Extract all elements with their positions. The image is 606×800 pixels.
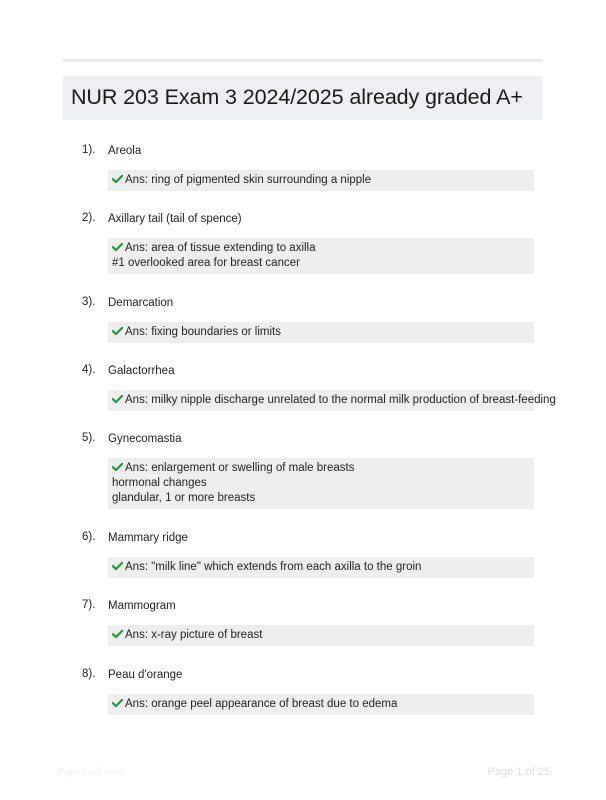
answer-text: Ans: area of tissue extending to axilla [125, 242, 316, 254]
answer-line: hormonal changes [112, 477, 207, 489]
checkmark-icon [112, 698, 123, 708]
answer-line [112, 461, 530, 476]
answer-box [108, 458, 534, 509]
item-number: 5). [82, 432, 96, 444]
item-number: 1). [82, 144, 96, 156]
answer-box [108, 557, 534, 578]
answer-text: Ans: fixing boundaries or limits [125, 326, 281, 338]
answer-line [112, 173, 530, 188]
checkmark-icon [112, 629, 123, 639]
item-number: 7). [82, 599, 96, 611]
item-number: 6). [82, 531, 96, 543]
item-question: Peau d'orange [108, 669, 183, 681]
checkmark-icon [112, 394, 123, 404]
item-question: Mammogram [108, 600, 176, 612]
answer-text: Ans: ring of pigmented skin surrounding a nipple [125, 174, 372, 186]
answer-line [112, 393, 556, 408]
item-question: Demarcation [108, 297, 174, 309]
answer-line [112, 241, 530, 256]
answer-box [108, 625, 534, 646]
item-number: 3). [82, 296, 96, 308]
item-number: 4). [82, 364, 96, 376]
answer-line [112, 325, 530, 340]
item-question: Axillary tail (tail of spence) [108, 213, 242, 225]
checkmark-icon [112, 174, 123, 184]
footer-watermark: Papertrail.com [58, 767, 123, 778]
item-question: Mammary ridge [108, 532, 188, 544]
item-question: Galactorrhea [108, 365, 175, 377]
page-title: NUR 203 Exam 3 2024/2025 already graded A+ [71, 85, 523, 109]
answer-box [108, 322, 534, 343]
answer-line: #1 overlooked area for breast cancer [112, 257, 300, 269]
answer-line [112, 560, 530, 575]
item-question: Gynecomastia [108, 433, 182, 445]
checkmark-icon [112, 561, 123, 571]
answer-text: Ans: x-ray picture of breast [125, 629, 263, 641]
answer-line: glandular, 1 or more breasts [112, 492, 256, 504]
answer-box [108, 694, 534, 715]
answer-text: Ans: milky nipple discharge unrelated to the normal milk production of breast-feeding [125, 394, 556, 406]
answer-line [112, 697, 530, 712]
checkmark-icon [112, 326, 123, 336]
answer-box [108, 390, 556, 411]
answer-box [108, 170, 534, 191]
item-question: Areola [108, 145, 142, 157]
item-number: 8). [82, 668, 96, 680]
checkmark-icon [112, 462, 123, 472]
answer-text: Ans: enlargement or swelling of male breasts [125, 462, 355, 474]
checkmark-icon [112, 242, 123, 252]
answer-text: Ans: orange peel appearance of breast due to edema [125, 698, 398, 710]
page-indicator: Page 1 of 25 [487, 766, 550, 778]
answer-box [108, 238, 534, 274]
item-number: 2). [82, 212, 96, 224]
answer-line [112, 628, 530, 643]
answer-text: Ans: "milk line" which extends from each axilla to the groin [125, 561, 422, 573]
